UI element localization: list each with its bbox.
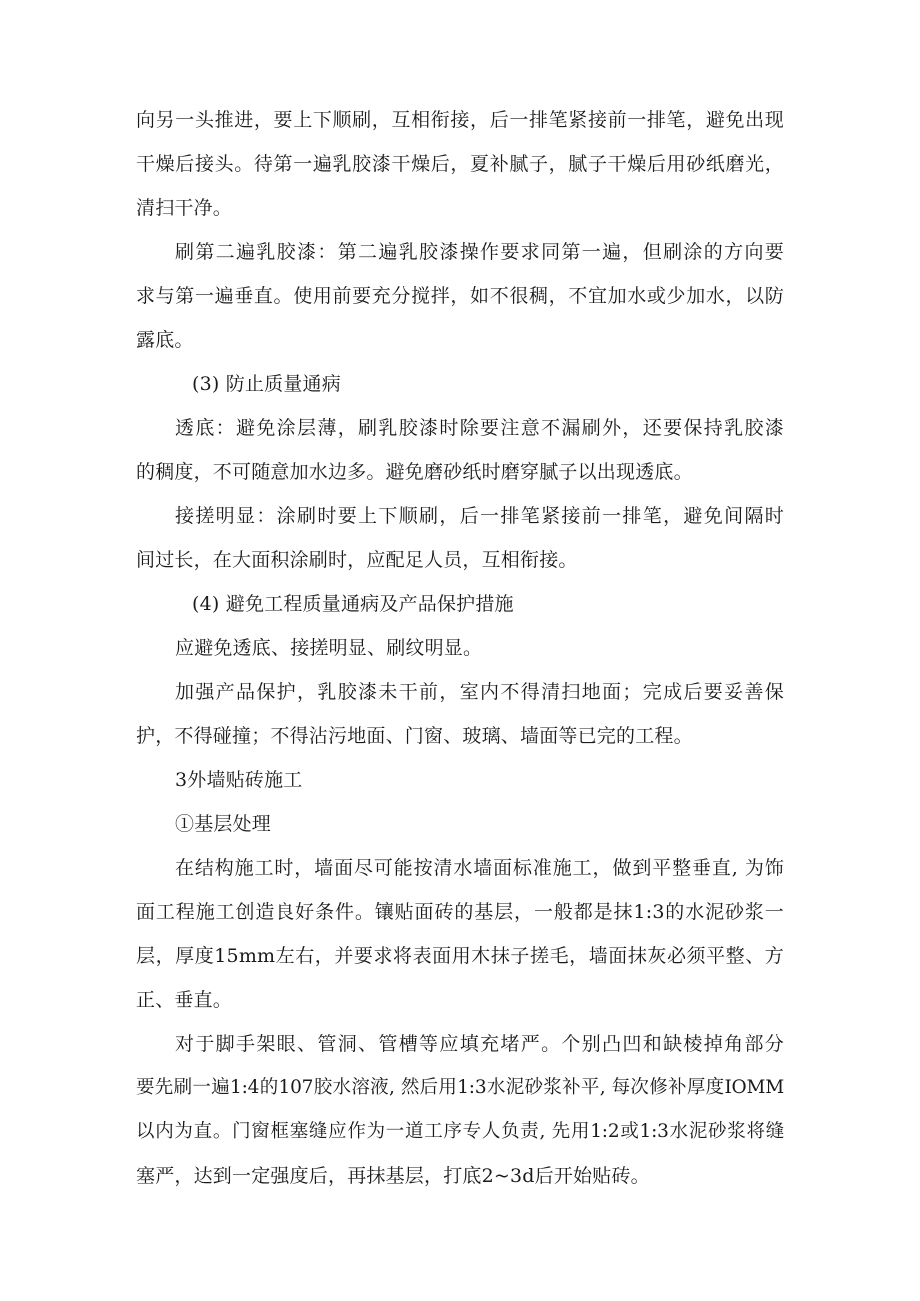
section-heading: (3) 防止质量通病 — [192, 373, 341, 395]
paragraph-line: 护，不得碰撞；不得沾污地面、门窗、玻璃、墙面等已完的工程。 — [136, 725, 693, 747]
paragraph-line: 对于脚手架眼、管洞、管槽等应填充堵严。个别凸凹和缺棱掉角部分 — [175, 1033, 784, 1055]
paragraph-line: 正、垂直。 — [136, 989, 233, 1011]
section-heading: 3外墙贴砖施工 — [175, 769, 303, 791]
paragraph-line: 刷第二遍乳胶漆：第二遍乳胶漆操作要求同第一遍，但刷涂的方向要 — [175, 241, 784, 263]
paragraph-line: 向另一头推进，要上下顺刷，互相衔接，后一排笔紧接前一排笔，避免出现 — [136, 109, 784, 131]
paragraph-line: 面工程施工创造良好条件。镶贴面砖的基层，一般都是抹1:3的水泥砂浆一 — [136, 901, 784, 923]
paragraph-line: 清扫干净。 — [136, 197, 233, 219]
paragraph-line: 间过长，在大面积涂刷时，应配足人员，互相衔接。 — [136, 549, 578, 571]
paragraph-line: 以内为直。门窗框塞缝应作为一道工序专人负责, 先用1:2或1:3水泥砂浆将缝 — [136, 1121, 784, 1142]
sub-heading: ①基层处理 — [175, 813, 272, 835]
paragraph-line: 求与第一遍垂直。使用前要充分搅拌，如不很稠，不宜加水或少加水，以防 — [136, 285, 784, 307]
paragraph-line: 应避免透底、接搓明显、刷纹明显。 — [175, 637, 483, 659]
paragraph-line: 露底。 — [136, 329, 194, 351]
paragraph-line: 塞严，达到一定强度后，再抹基层，打底2~3d后开始贴砖。 — [136, 1165, 650, 1187]
paragraph-line: 在结构施工时，墙面尽可能按清水墙面标准施工，做到平整垂直, 为饰 — [175, 857, 784, 879]
paragraph-line: 干燥后接头。待第一遍乳胶漆干燥后，夏补腻子，腻子干燥后用砂纸磨光， — [136, 153, 784, 175]
paragraph-line: 透底：避免涂层薄，刷乳胶漆时除要注意不漏刷外，还要保持乳胶漆 — [175, 417, 784, 439]
paragraph-line: 要先刷一遍1:4的107胶水溶液, 然后用1:3水泥砂浆补平, 每次修补厚度IOMM — [136, 1077, 784, 1098]
paragraph-line: 层，厚度15mm左右，并要求将表面用木抹子搓毛，墙面抹灰必须平整、方 — [136, 945, 784, 967]
paragraph-line: 接搓明显：涂刷时要上下顺刷，后一排笔紧接前一排笔，避免间隔时 — [175, 505, 784, 527]
section-heading: (4) 避免工程质量通病及产品保护措施 — [192, 593, 514, 615]
paragraph-line: 的稠度，不可随意加水边多。避免磨砂纸时磨穿腻子以出现透底。 — [136, 461, 693, 483]
paragraph-line: 加强产品保护，乳胶漆未干前，室内不得清扫地面；完成后要妥善保 — [175, 681, 784, 703]
